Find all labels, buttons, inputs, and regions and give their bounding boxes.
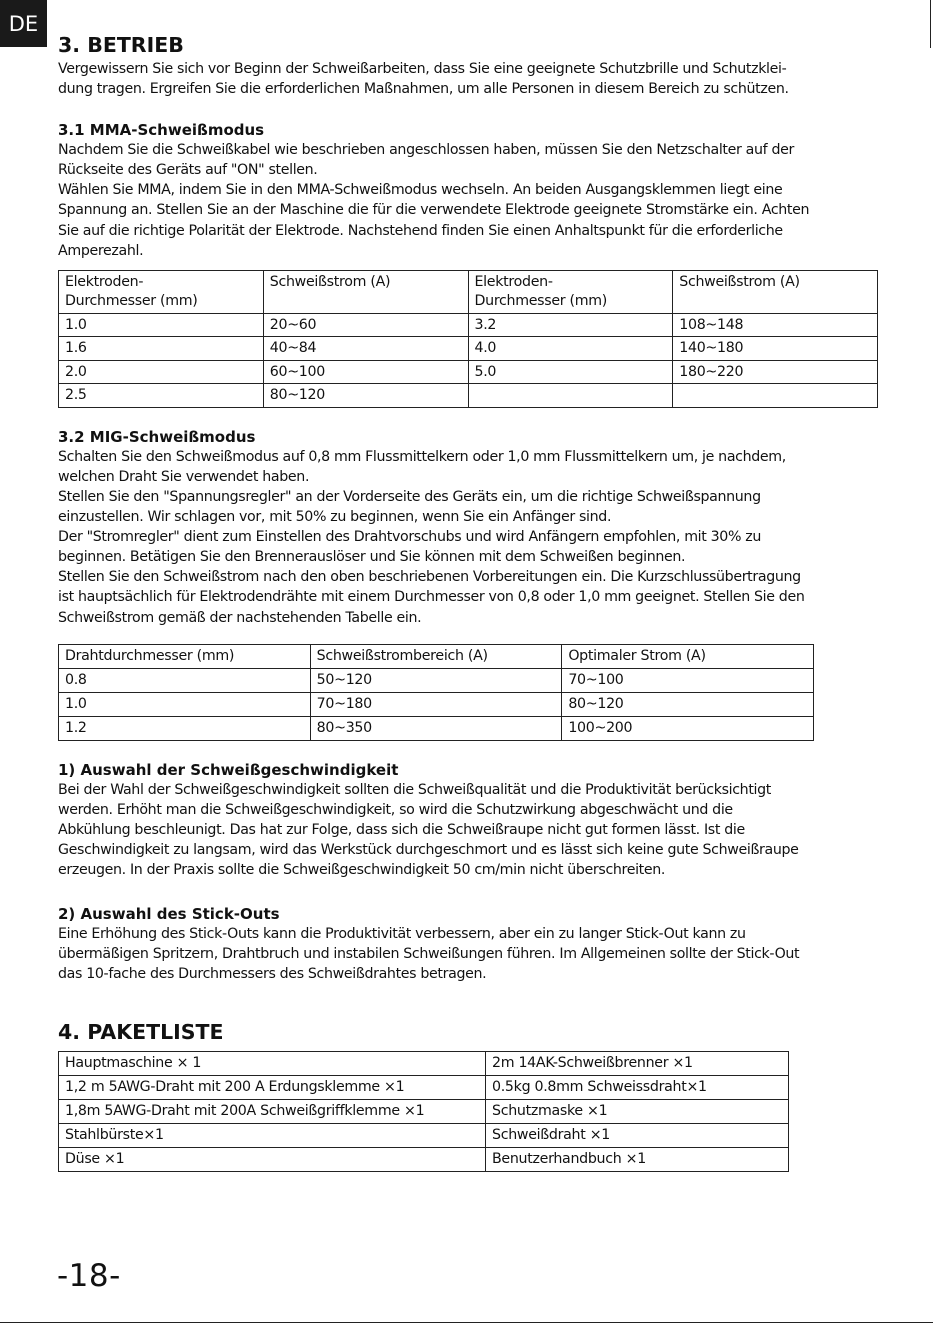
margin-rule xyxy=(930,0,931,48)
table-cell: Schweißdraht ×1 xyxy=(486,1124,789,1148)
text-line: Bei der Wahl der Schweißgeschwindigkeit sollten die Schweißqualität und die Produktivität berücksichtigt xyxy=(58,781,771,798)
text-line: Geschwindigkeit zu langsam, wird das Werkstück durchgeschmort und es lässt sich keine gute Schweißraupe xyxy=(58,841,799,858)
header-line: Elektroden- xyxy=(474,273,553,290)
table-cell: 1.2 xyxy=(59,716,311,740)
table-cell: Hauptmaschine × 1 xyxy=(59,1052,486,1076)
table-row xyxy=(59,1148,789,1172)
section-3-intro xyxy=(58,59,878,99)
welding-speed-title: 1) Auswahl der Schweißgeschwindigkeit xyxy=(58,760,399,779)
table-cell: 40~84 xyxy=(263,337,468,361)
header-line: Durchmesser (mm) xyxy=(474,293,608,310)
header-line: Durchmesser (mm) xyxy=(65,293,198,310)
table-row xyxy=(59,1052,789,1076)
text-line: Spannung an. Stellen Sie an der Maschine die für die verwendete Elektrode geeignete Stromstärke ein. Achten xyxy=(58,202,810,219)
table-cell: 100~200 xyxy=(562,716,814,740)
table-cell: 70~180 xyxy=(310,692,562,716)
text-line: Sie auf die richtige Polarität der Elektrode. Nachstehend finden Sie einen Anhaltspunkt für die erforderliche xyxy=(58,222,783,239)
text-line: Der "Stromregler" dient zum Einstellen des Drahtvorschubs und wird Anfängern empfohlen, mit 30% zu xyxy=(58,529,762,546)
text-line: Rückseite des Geräts auf "ON" stellen. xyxy=(58,162,318,179)
stick-out-title: 2) Auswahl des Stick-Outs xyxy=(58,905,280,924)
text-line: Stellen Sie den Schweißstrom nach den oben beschriebenen Vorbereitungen ein. Die Kurzschlussübertragung xyxy=(58,569,801,586)
table-header-cell xyxy=(59,270,264,313)
table-cell: 50~120 xyxy=(310,668,562,692)
table-row xyxy=(59,1100,789,1124)
table-header-cell xyxy=(673,270,878,313)
table-header-cell: Optimaler Strom (A) xyxy=(562,644,814,668)
table-cell: 1,2 m 5AWG-Draht mit 200 A Erdungsklemme ×1 xyxy=(59,1076,486,1100)
table-cell: 3.2 xyxy=(468,313,673,337)
header-line: Schweißstrom (A) xyxy=(269,273,391,290)
table-cell: 0.8 xyxy=(59,668,311,692)
table-cell: 80~350 xyxy=(310,716,562,740)
table-cell: 70~100 xyxy=(562,668,814,692)
table-header-cell xyxy=(468,270,673,313)
mma-current-table xyxy=(58,270,878,408)
table-cell: Benutzerhandbuch ×1 xyxy=(486,1148,789,1172)
stick-out-text xyxy=(58,924,878,984)
header-line: Elektroden- xyxy=(65,273,144,290)
header-line: Schweißstrom (A) xyxy=(679,273,800,290)
table-row xyxy=(59,668,814,692)
text-line: Amperezahl. xyxy=(58,242,144,259)
table-cell: Düse ×1 xyxy=(59,1148,486,1172)
table-cell: 1,8m 5AWG-Draht mit 200A Schweißgriffklemme ×1 xyxy=(59,1100,486,1124)
table-row xyxy=(59,360,878,384)
table-row xyxy=(59,1124,789,1148)
table-cell: 2.0 xyxy=(59,360,264,384)
table-row xyxy=(59,716,814,740)
table-row xyxy=(59,384,878,408)
text-line: welchen Draht Sie verwendet haben. xyxy=(58,468,310,485)
table-cell: Stahlbürste×1 xyxy=(59,1124,486,1148)
language-tab: DE xyxy=(0,0,47,47)
table-row xyxy=(59,337,878,361)
mig-current-table xyxy=(58,644,814,741)
table-cell: 80~120 xyxy=(562,692,814,716)
section-4-title: 4. PAKETLISTE xyxy=(58,1020,224,1045)
table-header-row xyxy=(59,270,878,313)
table-cell: 20~60 xyxy=(263,313,468,337)
package-list-table xyxy=(58,1051,789,1172)
table-header-cell xyxy=(263,270,468,313)
table-row xyxy=(59,313,878,337)
text-line: einzustellen. Wir schlagen vor, mit 50% zu beginnen, wenn Sie ein Anfänger sind. xyxy=(58,509,612,526)
table-cell: 2.5 xyxy=(59,384,264,408)
section-3-1-title: 3.1 MMA-Schweißmodus xyxy=(58,121,265,140)
section-3-2-text xyxy=(58,447,878,628)
text-line: Vergewissern Sie sich vor Beginn der Schweißarbeiten, dass Sie eine geeignete Schutzbrille und Schutzklei- xyxy=(58,61,787,77)
text-line: Schalten Sie den Schweißmodus auf 0,8 mm Flussmittelkern oder 1,0 mm Flussmittelkern um, je nachdem, xyxy=(58,448,786,465)
page-number: -18- xyxy=(57,1258,121,1294)
page-content xyxy=(58,31,878,1172)
section-3-title: 3. BETRIEB xyxy=(58,33,184,57)
table-cell: 0.5kg 0.8mm Schweissdraht×1 xyxy=(486,1076,789,1100)
text-line: dung tragen. Ergreifen Sie die erforderlichen Maßnahmen, um alle Personen in diesem Bereich zu schützen. xyxy=(58,81,789,98)
table-cell: 108~148 xyxy=(673,313,878,337)
table-cell: Schutzmaske ×1 xyxy=(486,1100,789,1124)
text-line: Abkühlung beschleunigt. Das hat zur Folge, dass sich die Schweißraupe nicht gut formen lässt. Ist die xyxy=(58,821,745,838)
table-cell xyxy=(468,384,673,408)
table-cell: 1.0 xyxy=(59,692,311,716)
table-cell: 1.6 xyxy=(59,337,264,361)
table-cell: 1.0 xyxy=(59,313,264,337)
table-cell: 4.0 xyxy=(468,337,673,361)
table-cell: 180~220 xyxy=(673,360,878,384)
text-line: übermäßigen Spritzern, Drahtbruch und instabilen Schweißungen führen. Im Allgemeinen sollte der Stick-Out xyxy=(58,946,800,963)
table-row xyxy=(59,692,814,716)
table-cell: 80~120 xyxy=(263,384,468,408)
text-line: Wählen Sie MMA, indem Sie in den MMA-Schweißmodus wechseln. An beiden Ausgangsklemmen liegt eine xyxy=(58,182,783,199)
table-header-cell: Drahtdurchmesser (mm) xyxy=(59,644,311,668)
text-line: erzeugen. In der Praxis sollte die Schweißgeschwindigkeit 50 cm/min nicht überschreiten. xyxy=(58,861,666,878)
text-line: Stellen Sie den "Spannungsregler" an der Vorderseite des Geräts ein, um die richtige Schweißspannung xyxy=(58,488,761,505)
table-cell: 140~180 xyxy=(673,337,878,361)
text-line: werden. Erhöht man die Schweißgeschwindigkeit, so wird die Schutzwirkung abgeschwächt und die xyxy=(58,801,733,818)
welding-speed-text xyxy=(58,780,878,880)
table-header-row xyxy=(59,644,814,668)
text-line: Schweißstrom gemäß der nachstehenden Tabelle ein. xyxy=(58,609,422,626)
table-cell xyxy=(673,384,878,408)
table-cell: 2m 14AK-Schweißbrenner ×1 xyxy=(486,1052,789,1076)
text-line: Nachdem Sie die Schweißkabel wie beschrieben angeschlossen haben, müssen Sie den Netzschalter auf der xyxy=(58,142,794,159)
table-row xyxy=(59,1076,789,1100)
table-cell: 60~100 xyxy=(263,360,468,384)
page-edge-rule xyxy=(0,1322,933,1323)
section-3-2-title: 3.2 MIG-Schweißmodus xyxy=(58,427,256,446)
text-line: ist hauptsächlich für Elektrodendrähte mit einem Durchmesser von 0,8 oder 1,0 mm geeignet. Stellen Sie den xyxy=(58,589,805,606)
text-line: beginnen. Betätigen Sie den Brennerauslöser und Sie können mit dem Schweißen beginnen. xyxy=(58,549,686,566)
table-header-cell: Schweißstrombereich (A) xyxy=(310,644,562,668)
text-line: Eine Erhöhung des Stick-Outs kann die Produktivität verbessern, aber ein zu langer Stick-Out kann zu xyxy=(58,926,746,943)
section-3-1-text xyxy=(58,140,878,261)
table-cell: 5.0 xyxy=(468,360,673,384)
text-line: das 10-fache des Durchmessers des Schweißdrahtes betragen. xyxy=(58,966,487,983)
